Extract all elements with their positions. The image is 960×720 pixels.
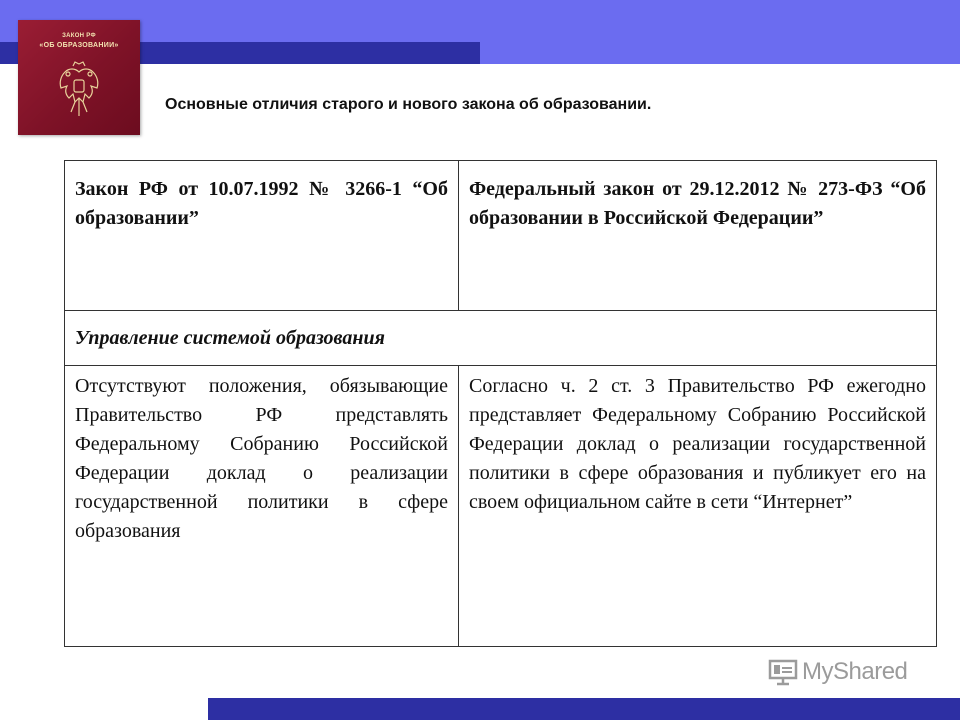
table-header-row [65, 161, 937, 311]
presentation-board-icon [768, 658, 798, 686]
book-cover-line1: ЗАКОН РФ [62, 33, 96, 39]
book-cover-line2: «ОБ ОБРАЗОВАНИИ» [39, 42, 119, 49]
slide-title: Основные отличия старого и нового закона об образовании. [165, 96, 652, 113]
header-new-law: Федеральный закон от 29.12.2012 № 273-ФЗ “Об образовании в Российской Федерации” [459, 161, 937, 311]
comparison-table [64, 160, 937, 647]
table-row [65, 366, 937, 647]
cell-old-law: Отсутствуют положения, обязывающие Правительство РФ представлять Федеральному Собранию Российской Федерации доклад о реализации государственной политики в сфере образования [65, 366, 459, 647]
bottom-decor-band [208, 698, 960, 720]
watermark-text: MyShared [802, 658, 908, 685]
myshared-watermark [768, 657, 907, 687]
double-headed-eagle-icon [55, 58, 103, 120]
cell-new-law: Согласно ч. 2 ст. 3 Правительство РФ ежегодно представляет Федеральному Собранию Российской Федерации доклад о реализации государственной политики в сфере образования и публикует его на своем официальном сайте в сети “Интернет” [459, 366, 937, 647]
law-book-cover-image [18, 20, 140, 135]
table-section-row [65, 311, 937, 366]
section-heading: Управление системой образования [65, 311, 937, 366]
header-old-law: Закон РФ от 10.07.1992 № 3266-1 “Об образовании” [65, 161, 459, 311]
